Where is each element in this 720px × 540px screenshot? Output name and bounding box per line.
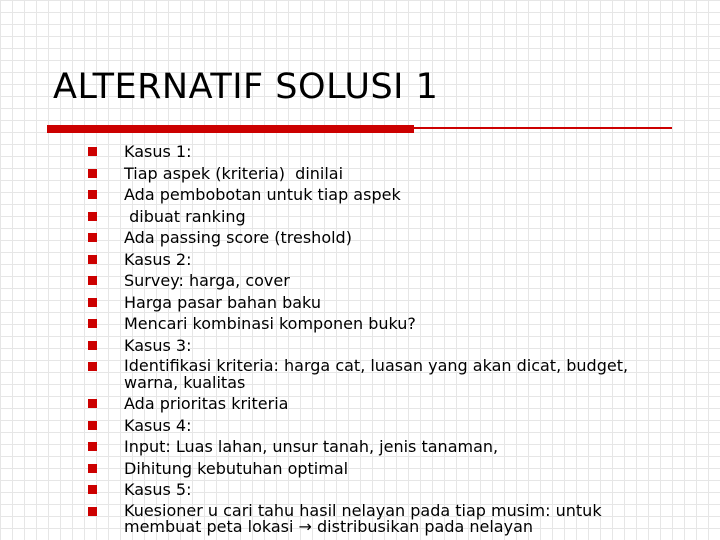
list-item bbox=[88, 206, 678, 228]
list-item-text: Mencari kombinasi komponen buku? bbox=[124, 314, 416, 333]
list-item-text: Kasus 4: bbox=[124, 415, 192, 435]
list-item bbox=[88, 227, 678, 249]
list-item bbox=[88, 313, 678, 335]
bullet-icon bbox=[88, 255, 97, 264]
list-item-text: Dihitung kebutuhan optimal bbox=[124, 458, 349, 478]
bullet-icon bbox=[88, 442, 97, 451]
list-item-text: Ada passing score (treshold) bbox=[124, 228, 352, 247]
bullet-icon bbox=[88, 421, 97, 430]
list-item-text: Kasus 1: bbox=[124, 142, 192, 161]
bullet-icon bbox=[88, 190, 97, 199]
bullet-icon bbox=[88, 212, 97, 221]
bullet-icon bbox=[88, 341, 97, 350]
list-item-text: Kasus 2: bbox=[124, 249, 192, 269]
list-item bbox=[88, 501, 678, 538]
list-item bbox=[88, 163, 678, 185]
bullet-icon bbox=[88, 298, 97, 307]
list-item bbox=[88, 249, 678, 271]
list-item bbox=[88, 415, 678, 437]
bullet-icon bbox=[88, 319, 97, 328]
list-item-text: Survey: harga, cover bbox=[124, 271, 290, 290]
list-item-text: Kasus 5: bbox=[124, 480, 192, 499]
list-item-text: Kasus 3: bbox=[124, 335, 192, 355]
bullet-icon bbox=[88, 169, 97, 178]
slide-title: ALTERNATIF SOLUSI 1 bbox=[53, 67, 439, 107]
list-item bbox=[88, 184, 678, 206]
bullet-icon bbox=[88, 507, 97, 516]
bullet-icon bbox=[88, 147, 97, 156]
bullet-icon bbox=[88, 399, 97, 408]
bullet-icon bbox=[88, 362, 97, 371]
list-item-text: Kuesioner u cari tahu hasil nelayan pada tiap musim: untuk membuat peta lokasi → distribusikan pada nelayan bbox=[124, 500, 602, 536]
list-item bbox=[88, 335, 678, 357]
list-item-text: Identifikasi kriteria: harga cat, luasan yang akan dicat, budget, warna, kualitas bbox=[124, 356, 629, 392]
list-item bbox=[88, 292, 678, 314]
list-item-text: Ada prioritas kriteria bbox=[124, 394, 289, 413]
list-item bbox=[88, 141, 678, 163]
bullet-icon bbox=[88, 464, 97, 473]
title-underline-thick bbox=[47, 125, 414, 133]
bullet-icon bbox=[88, 233, 97, 242]
list-item-text: Ada pembobotan untuk tiap aspek bbox=[124, 185, 401, 204]
list-item-text: Input: Luas lahan, unsur tanah, jenis tanaman, bbox=[124, 437, 499, 456]
list-item-text: Tiap aspek (kriteria) dinilai bbox=[124, 163, 344, 183]
list-item bbox=[88, 479, 678, 501]
title-underline-thin bbox=[414, 127, 672, 129]
list-item bbox=[88, 436, 678, 458]
list-item bbox=[88, 356, 678, 393]
bullet-list bbox=[88, 141, 678, 538]
bullet-icon bbox=[88, 276, 97, 285]
list-item bbox=[88, 458, 678, 480]
list-item-text: dibuat ranking bbox=[124, 206, 246, 226]
list-item-text: Harga pasar bahan baku bbox=[124, 292, 321, 312]
list-item bbox=[88, 270, 678, 292]
bullet-icon bbox=[88, 485, 97, 494]
list-item bbox=[88, 393, 678, 415]
